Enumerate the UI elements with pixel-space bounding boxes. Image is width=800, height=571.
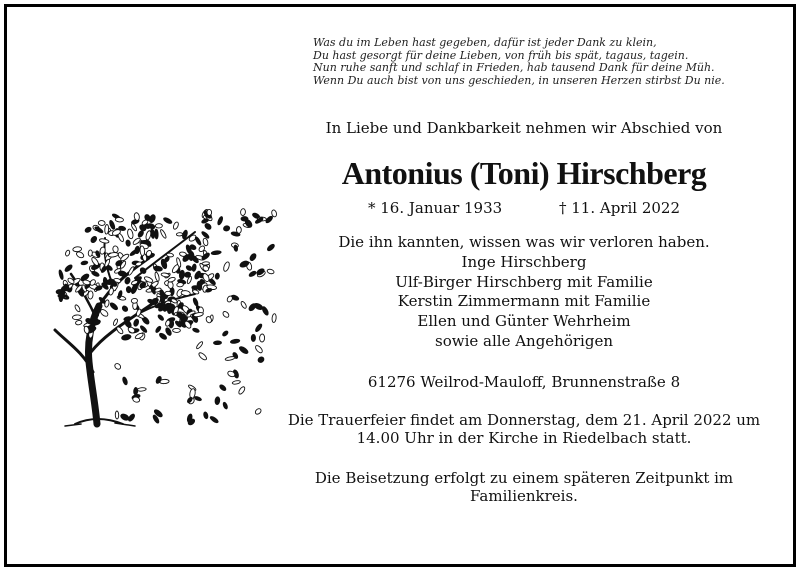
life-dates xyxy=(289,199,759,217)
burial-notice xyxy=(289,469,759,505)
mourners-line: Ellen und Günter Wehrheim xyxy=(417,312,631,331)
family-address: 61276 Weilrod-Mauloff, Brunnenstraße 8 xyxy=(367,373,681,391)
mourners-line: Kerstin Zimmermann mit Familie xyxy=(397,292,651,311)
mourners-line: Inge Hirschberg xyxy=(461,252,587,271)
ceremony-line: 14.00 Uhr in der Kirche in Riedelbach statt. xyxy=(356,429,692,447)
windblown-tree-icon xyxy=(45,202,285,437)
poem-line: Nun ruhe sanft und schlaf in Frieden, hab tausend Dank für deine Müh. xyxy=(313,61,715,75)
poem-line: Wenn Du auch bist von uns geschieden, in unseren Herzen stirbst Du nie. xyxy=(313,73,725,87)
death-date: † 11. April 2022 xyxy=(558,199,681,217)
burial-line: Familienkreis. xyxy=(470,487,578,505)
mourners-line: Ulf-Birger Hirschberg mit Familie xyxy=(395,272,653,291)
burial-line: Die Beisetzung erfolgt zu einem späteren Zeitpunkt im xyxy=(314,469,734,487)
ceremony-line: Die Trauerfeier findet am Donnerstag, dem 21. April 2022 um xyxy=(287,411,761,429)
mourners-line: sowie alle Angehörigen xyxy=(435,331,613,350)
mourners-line: Die ihn kannten, wissen was wir verloren haben. xyxy=(338,233,710,251)
poem-line: Du hast gesorgt für deine Lieben, von früh bis spät, tagaus, tagein. xyxy=(313,48,689,62)
birth-date: * 16. Januar 1933 xyxy=(367,199,503,217)
memorial-poem xyxy=(313,37,783,87)
poem-line: Was du im Leben hast gegeben, dafür ist jeder Dank zu klein, xyxy=(313,36,657,49)
funeral-ceremony-notice xyxy=(283,411,765,447)
mourners-list xyxy=(289,233,759,352)
deceased-name: Antonius (Toni) Hirschberg xyxy=(341,155,707,191)
obituary-frame xyxy=(4,4,796,567)
farewell-intro: In Liebe und Dankbarkeit nehmen wir Abschied von xyxy=(325,119,723,137)
